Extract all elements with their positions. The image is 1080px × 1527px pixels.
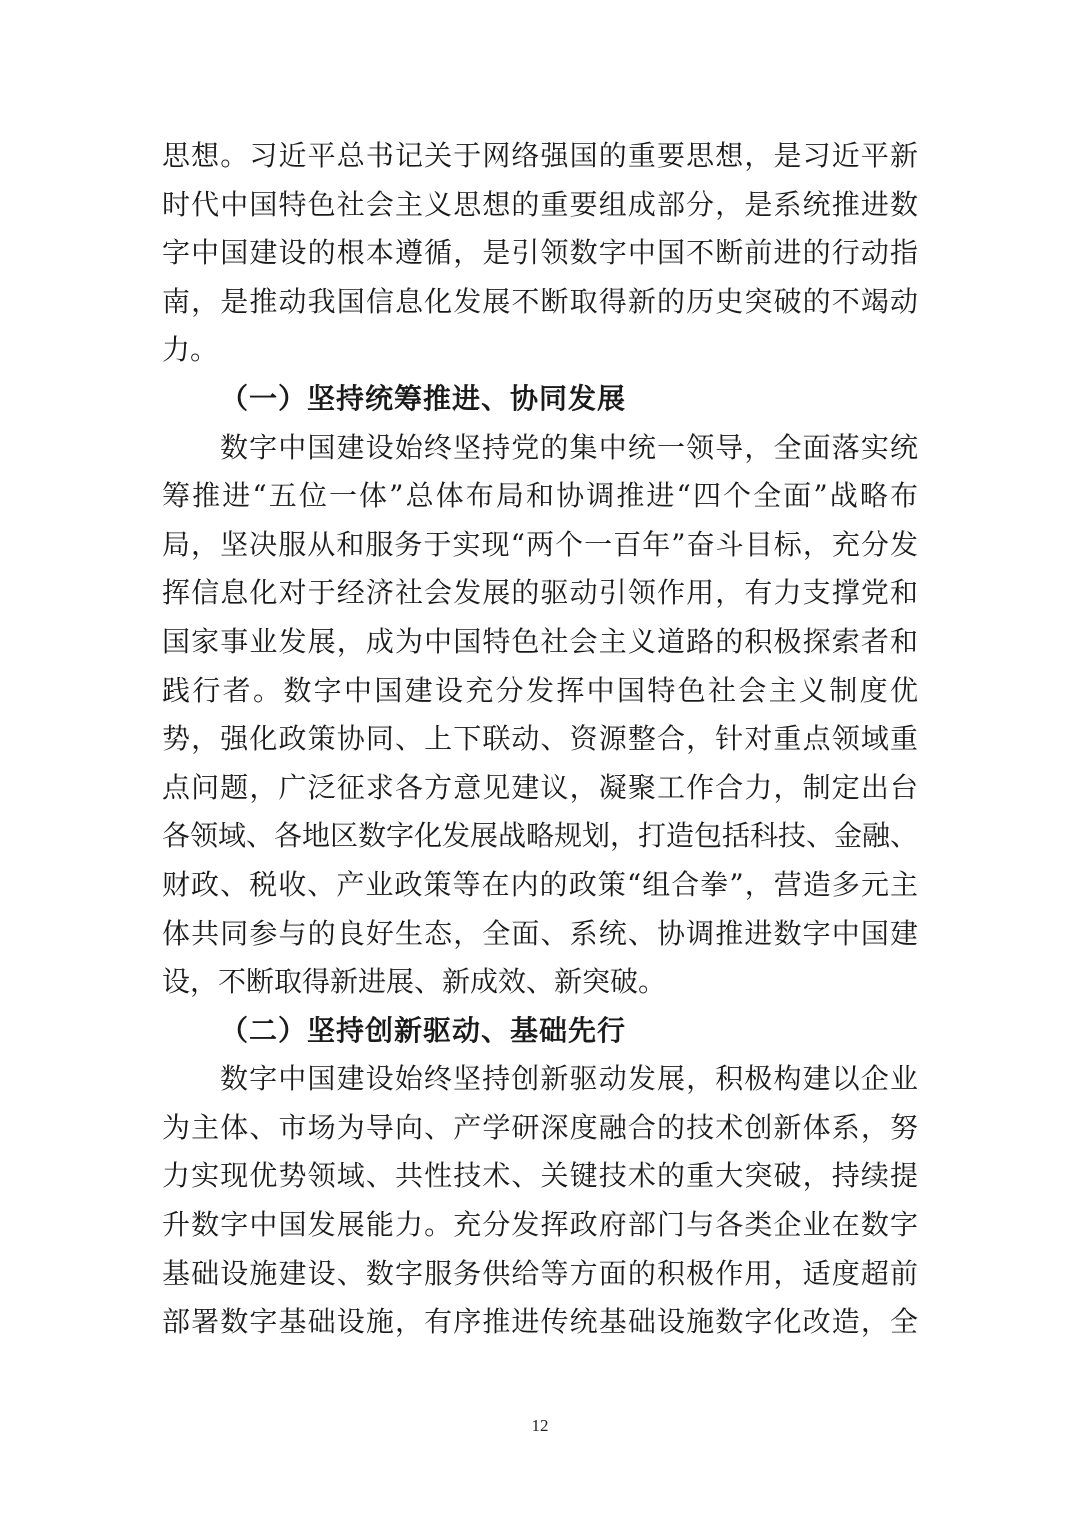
paragraph-2-line-8: 点问题，广泛征求各方意见建议，凝聚工作合力，制定出台: [162, 770, 918, 804]
paragraph-1-line-1: 思想。习近平总书记关于网络强国的重要思想，是习近平新: [162, 139, 918, 172]
paragraph-2-line-11: 体共同参与的良好生态，全面、系统、协调推进数字中国建: [162, 916, 918, 950]
paragraph-2-line-6: 践行者。数字中国建设充分发挥中国特色社会主义制度优: [162, 673, 918, 707]
paragraph-2-line-4: 挥信息化对于经济社会发展的驱动引领作用，有力支撑党和: [162, 576, 918, 610]
paragraph-2-line-9: 各领域、各地区数字化发展战略规划，打造包括科技、金融、: [162, 819, 919, 853]
paragraph-2-line-2: 筹推进“五位一体”总体布局和协调推进“四个全面”战略布: [162, 479, 918, 513]
paragraph-1-line-4: 南，是推动我国信息化发展不断取得新的历史突破的不竭动: [162, 284, 918, 318]
page-number: 12: [531, 1416, 549, 1435]
paragraph-3-line-6: 部署数字基础设施，有序推进传统基础设施数字化改造，全: [162, 1305, 918, 1339]
paragraph-2-line-7: 势，强化政策协同、上下联动、资源整合，针对重点领域重: [162, 722, 918, 756]
paragraph-3-line-5: 基础设施建设、数字服务供给等方面的积极作用，适度超前: [162, 1256, 918, 1290]
paragraph-2-line-5: 国家事业发展，成为中国特色社会主义道路的积极探索者和: [162, 624, 918, 658]
document-body: [162, 132, 918, 1347]
paragraph-1-line-5: 力。: [162, 333, 219, 367]
paragraph-1-line-3: 字中国建设的根本遵循，是引领数字中国不断前进的行动指: [162, 236, 918, 270]
paragraph-2-line-12: 设，不断取得新进展、新成效、新突破。: [162, 965, 667, 999]
section-heading-2: （二）坚持创新驱动、基础先行: [220, 1013, 627, 1047]
paragraph-3-line-1: 数字中国建设始终坚持创新驱动发展，积极构建以企业: [220, 1062, 918, 1096]
paragraph-3-line-4: 升数字中国发展能力。充分发挥政府部门与各类企业在数字: [162, 1208, 918, 1242]
paragraph-2-line-3: 局，坚决服从和服务于实现“两个一百年”奋斗目标，充分发: [162, 527, 918, 561]
paragraph-3-line-3: 力实现优势领域、共性技术、关键技术的重大突破，持续提: [162, 1159, 918, 1193]
paragraph-2-line-10: 财政、税收、产业政策等在内的政策“组合拳”，营造多元主: [162, 867, 918, 901]
paragraph-1-line-2: 时代中国特色社会主义思想的重要组成部分，是系统推进数: [162, 187, 918, 221]
paragraph-3-line-2: 为主体、市场为导向、产学研深度融合的技术创新体系，努: [162, 1110, 918, 1144]
paragraph-2-line-1: 数字中国建设始终坚持党的集中统一领导，全面落实统: [220, 430, 918, 464]
section-heading-1: （一）坚持统筹推进、协同发展: [220, 381, 627, 415]
